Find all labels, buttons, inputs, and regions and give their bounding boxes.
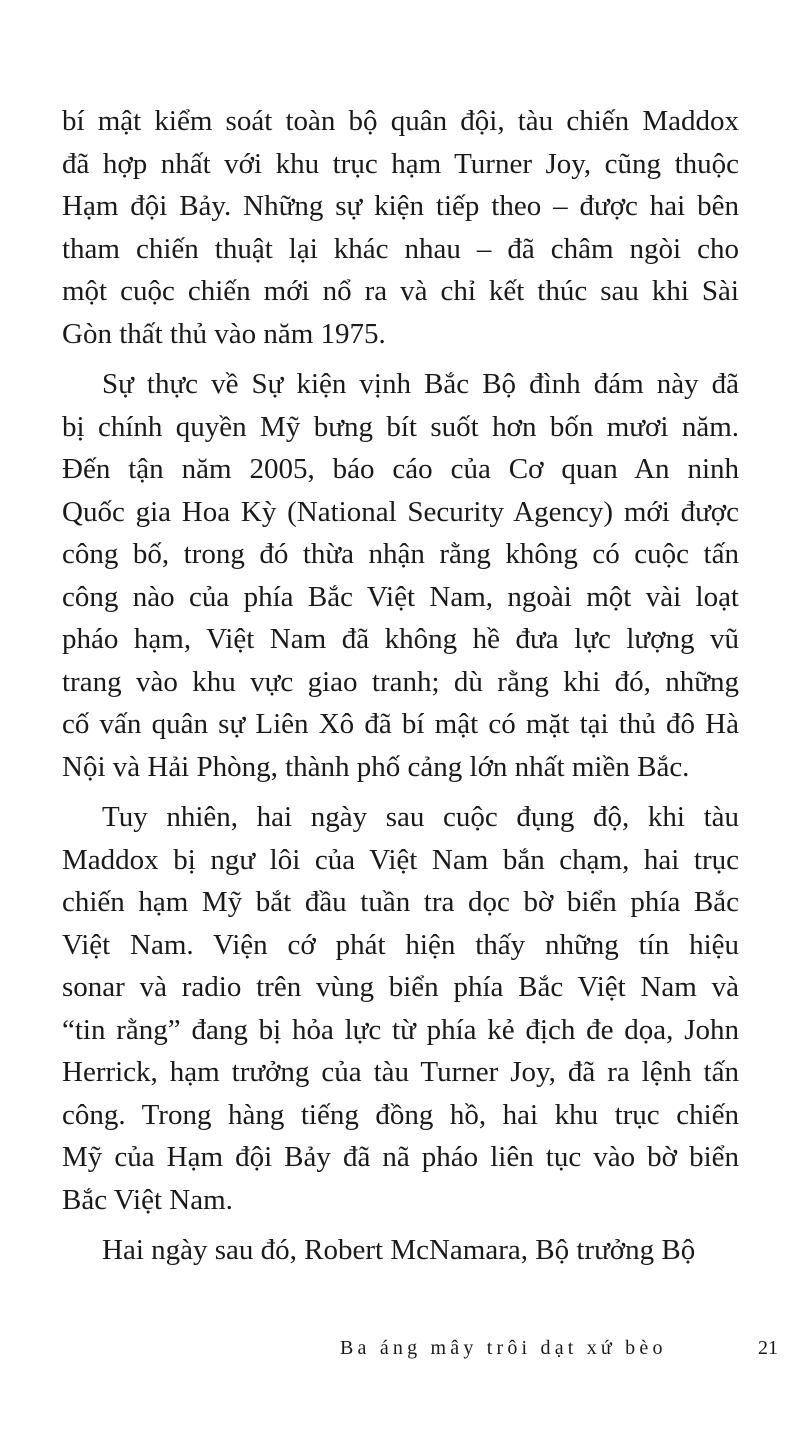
text-line: Hai ngày sau đó, Robert McNamara, Bộ trưởng Bộ — [102, 1234, 696, 1266]
text-line: Nội và Hải Phòng, thành phố cảng lớn nhất miền Bắc. — [62, 750, 690, 783]
text-line: Đến tận năm 2005, báo cáo của Cơ quan An ninh — [62, 453, 739, 485]
page-number: 21 — [758, 1337, 778, 1359]
text-line: Sự thực về Sự kiện vịnh Bắc Bộ đình đám này đã — [102, 368, 739, 400]
text-line: Hạm đội Bảy. Những sự kiện tiếp theo – được hai bên — [62, 190, 739, 222]
text-line: công bố, trong đó thừa nhận rằng không có cuộc tấn — [62, 538, 739, 570]
text-line: tham chiến thuật lại khác nhau – đã châm ngòi cho — [62, 232, 739, 265]
text-line: đã hợp nhất với khu trục hạm Turner Joy, cũng thuộc — [62, 147, 739, 180]
paragraph-gap — [62, 788, 739, 796]
text-line: Maddox bị ngư lôi của Việt Nam bắn chạm, hai trục — [62, 843, 739, 876]
text-line: công. Trong hàng tiếng đồng hồ, hai khu trục chiến — [62, 1098, 739, 1131]
text-line: cố vấn quân sự Liên Xô đã bí mật có mặt tại thủ đô Hà — [62, 708, 739, 740]
text-line: trang vào khu vực giao tranh; dù rằng khi đó, những — [62, 665, 739, 698]
text-line: công nào của phía Bắc Việt Nam, ngoài một vài loạt — [62, 580, 739, 613]
page-footer — [340, 1330, 778, 1366]
text-line: Mỹ của Hạm đội Bảy đã nã pháo liên tục vào bờ biển — [62, 1141, 739, 1173]
text-line: Bắc Việt Nam. — [62, 1183, 233, 1216]
text-line: Herrick, hạm trưởng của tàu Turner Joy, đã ra lệnh tấn — [62, 1056, 739, 1088]
text-line: Việt Nam. Viện cớ phát hiện thấy những tín hiệu — [62, 928, 739, 961]
paragraph-gap — [62, 355, 739, 363]
text-line: pháo hạm, Việt Nam đã không hề đưa lực lượng vũ — [62, 623, 739, 655]
text-line: Gòn thất thủ vào năm 1975. — [62, 317, 386, 350]
text-line: bị chính quyền Mỹ bưng bít suốt hơn bốn mươi năm. — [62, 410, 739, 443]
text-line: “tin rằng” đang bị hỏa lực từ phía kẻ địch đe dọa, John — [62, 1013, 739, 1046]
text-line: Tuy nhiên, hai ngày sau cuộc đụng độ, khi tàu — [102, 801, 739, 833]
running-title: Ba áng mây trôi dạt xứ bèo — [340, 1337, 667, 1359]
text-line: bí mật kiểm soát toàn bộ quân đội, tàu chiến Maddox — [62, 105, 739, 137]
text-line: một cuộc chiến mới nổ ra và chỉ kết thúc sau khi Sài — [62, 275, 739, 307]
paragraph-gap — [62, 1221, 739, 1229]
text-line: chiến hạm Mỹ bắt đầu tuần tra dọc bờ biển phía Bắc — [62, 886, 739, 918]
text-line: sonar và radio trên vùng biển phía Bắc Việt Nam và — [62, 971, 739, 1003]
body-text — [62, 100, 739, 1272]
text-line: Quốc gia Hoa Kỳ (National Security Agency) mới được — [62, 495, 739, 528]
